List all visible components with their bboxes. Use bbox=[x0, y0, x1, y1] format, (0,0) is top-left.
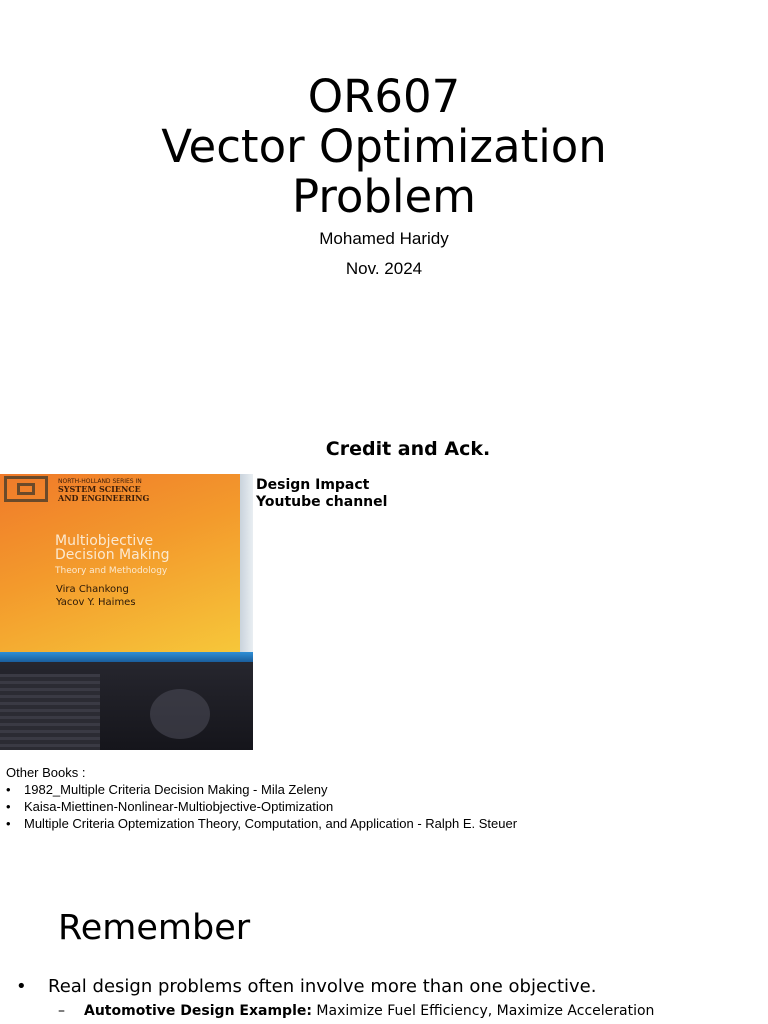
sub-bullet bbox=[58, 1003, 654, 1019]
title-line-2: Vector Optimization bbox=[161, 120, 607, 173]
credit-source-line-2: Youtube channel bbox=[256, 494, 388, 510]
credit-source bbox=[256, 477, 387, 511]
list-item: • Kaisa-Miettinen-Nonlinear-Multiobjective-Optimization bbox=[24, 798, 517, 815]
sub-bullet-text: Maximize Fuel Efficiency, Maximize Acceleration bbox=[316, 1003, 655, 1019]
bullet-icon: • bbox=[16, 976, 27, 997]
book-title-line-2: Decision Making bbox=[55, 547, 170, 563]
book-series bbox=[58, 478, 233, 503]
presentation-date: Nov. 2024 bbox=[345, 259, 423, 278]
book-cover bbox=[0, 474, 240, 652]
desk-object bbox=[150, 689, 210, 739]
publisher-logo-icon bbox=[4, 476, 48, 502]
other-books-heading: Other Books : bbox=[6, 765, 86, 780]
book-subtitle: Theory and Methodology bbox=[55, 566, 168, 576]
dash-icon: – bbox=[58, 1003, 65, 1019]
books-list bbox=[6, 781, 517, 832]
slide-title: Credit and Ack. bbox=[325, 438, 491, 460]
slide-title: Remember bbox=[58, 908, 251, 948]
other-books bbox=[6, 764, 517, 832]
list-item: • Multiple Criteria Optemization Theory, Computation, and Application - Ralph E. Steuer bbox=[24, 815, 517, 832]
book-author-2: Yacov Y. Haimes bbox=[56, 597, 136, 608]
title-slide bbox=[0, 0, 768, 300]
notebook bbox=[0, 674, 100, 750]
screen-edge bbox=[240, 474, 253, 654]
remember-slide bbox=[0, 886, 768, 1024]
book-title-line-1: Multiobjective bbox=[55, 533, 154, 549]
series-line-2: SYSTEM SCIENCE bbox=[58, 484, 141, 494]
book-cover-photo bbox=[0, 474, 253, 750]
credit-source-line-1: Design Impact bbox=[256, 477, 370, 493]
sub-bullet-label: Automotive Design Example: bbox=[84, 1003, 312, 1019]
bullet-point bbox=[16, 976, 596, 997]
book-author-1: Vira Chankong bbox=[56, 584, 129, 595]
title-line-1: OR607 bbox=[307, 70, 461, 123]
list-item: • 1982_Multiple Criteria Decision Making - Mila Zeleny bbox=[24, 781, 517, 798]
bullet-text: Real design problems often involve more than one objective. bbox=[48, 976, 597, 997]
series-line-3: AND ENGINEERING bbox=[58, 493, 150, 503]
monitor-bezel bbox=[0, 652, 253, 662]
author-name: Mohamed Haridy bbox=[319, 229, 449, 248]
presentation-title bbox=[0, 72, 768, 222]
book-title bbox=[55, 534, 235, 562]
series-line-1: NORTH-HOLLAND SERIES IN bbox=[58, 478, 142, 485]
title-line-3: Problem bbox=[292, 170, 476, 223]
credit-slide bbox=[0, 420, 768, 840]
